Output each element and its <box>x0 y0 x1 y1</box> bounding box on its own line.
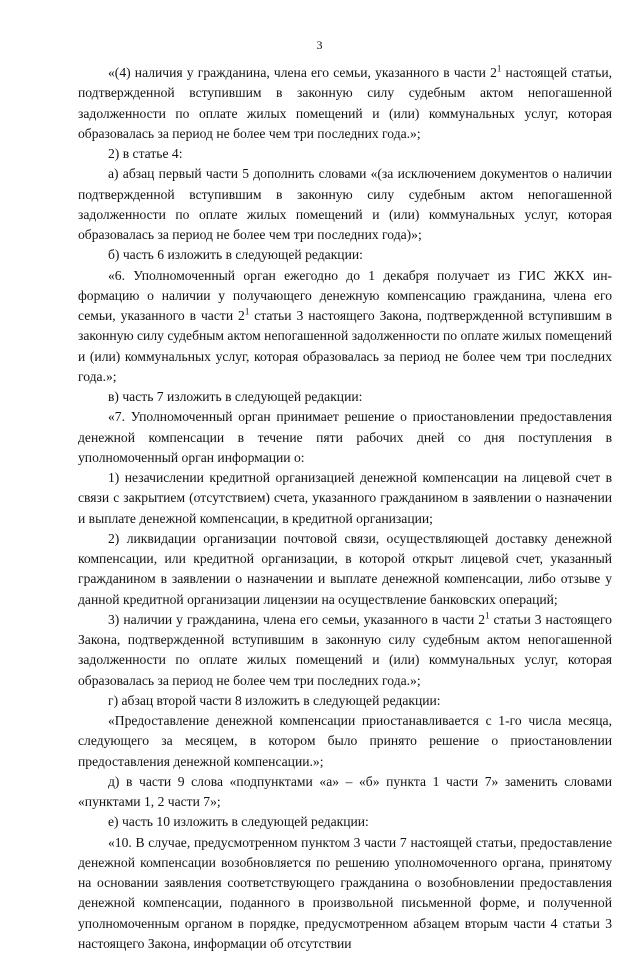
paragraph-text: д) в части 9 слова «подпунктами «а» – «б» пункта 1 части 7» заменить словами «пунктами 1, 2 части 7»; <box>78 774 612 809</box>
paragraph <box>78 812 612 832</box>
paragraph-text: в) часть 7 изложить в следующей редакции: <box>108 389 362 404</box>
paragraph <box>78 833 612 954</box>
paragraph-text: «7. Уполномоченный орган принимает решение о приостановлении предоставления денежной компенсации в течение пяти рабочих дней со дня поступления в уполномоченный орган информации о: <box>78 409 612 465</box>
paragraph <box>78 711 612 772</box>
paragraph-text: «6. Уполномоченный орган ежегодно до 1 декабря получает из ГИС ЖКХ информацию о наличии у получающего денежную компенсацию гражданина, члена его семьи, указанного в части 2 <box>78 268 612 324</box>
superscript: 1 <box>245 306 250 316</box>
paragraph-text: 2) ликвидации организации почтовой связи, осуществляющей доставку денежной компенсации, или кредитной организации, в которой открыт лицевой счет, указанный гражданином в заявлении о назначении и выплате денежной компенсации, либо отзыве у данной кредитной организации лицензии на осуществление банковских операций; <box>78 531 612 607</box>
paragraph-text: «Предоставление денежной компенсации приостанавливается с 1-го числа месяца, следующего за месяцем, в котором было принято решение о приостановлении предоставления денежной компенсации.»; <box>78 713 612 769</box>
paragraph <box>78 266 612 388</box>
paragraph <box>78 245 612 265</box>
paragraph-text-continued: статьи 3 настоящего Закона, подтвержденной вступившим в законную силу судебным актом непогашенной задолженности по оплате жилых помещений и (или) коммунальных услуг, которая образовалась за период не более чем три последних года.»; <box>78 612 612 688</box>
paragraph-text: 1) незачислении кредитной организацией денежной компенсации на лицевой счет в связи с закрытием (отсутствием) счета, указанного гражданином в заявлении о назначении и выплате денежной компенсации, в кредитной организации; <box>78 470 612 526</box>
paragraph <box>78 691 612 711</box>
paragraph-text: г) абзац второй части 8 изложить в следующей редакции: <box>108 693 441 708</box>
paragraph-text: «(4) наличия у гражданина, члена его семьи, указанного в части 2 <box>108 65 497 80</box>
paragraph <box>78 144 612 164</box>
superscript: 1 <box>485 610 490 620</box>
paragraph-text-continued: статьи 3 настоящего Закона, подтвержденной вступившим в законную силу судебным актом непогашенной задолженности по оплате жилых помещений и (или) коммунальных услуг, которая образовалась за период не более чем три последних года.»; <box>78 308 612 384</box>
paragraph-text-continued: настоящей статьи, подтвержденной вступившим в законную силу судебным актом непогашенной задолженности по оплате жилых помещений и (или) коммунальных услуг, которая образовалась за период не более чем три последних года.»; <box>78 65 612 141</box>
paragraph <box>78 529 612 610</box>
paragraph-text: б) часть 6 изложить в следующей редакции: <box>108 247 363 262</box>
paragraph <box>78 468 612 529</box>
paragraph <box>78 407 612 468</box>
paragraph <box>78 387 612 407</box>
document-body <box>78 63 612 954</box>
paragraph <box>78 63 612 144</box>
paragraph-text: 2) в статье 4: <box>108 146 183 161</box>
paragraph <box>78 772 612 813</box>
paragraph-text: а) абзац первый части 5 дополнить словами «(за исключением документов о наличии подтвержденной вступившим в законную силу судебным актом непогашенной задолженности по оплате жилых помещений и (или) коммунальных услуг, которая образовалась за период не более чем три последних года)»; <box>78 166 612 242</box>
paragraph-text: «10. В случае, предусмотренном пунктом 3 части 7 настоящей статьи, предоставление денежной компенсации возобновляется по решению уполномоченного органа, принятому на основании заявления соответствующего гражданина о возобновлении предоставления денежной компенсации, поданного в произвольной письменной форме, и полученной уполномоченным органом в порядке, предусмотренном абзацем вторым части 4 статьи 3 настоящего Закона, информации об отсутствии <box>78 835 612 951</box>
page-number: 3 <box>0 38 639 52</box>
paragraph-text: 3) наличии у гражданина, члена его семьи, указанного в части 2 <box>108 612 485 627</box>
paragraph-text: е) часть 10 изложить в следующей редакции: <box>108 814 369 829</box>
paragraph <box>78 610 612 691</box>
paragraph <box>78 164 612 245</box>
superscript: 1 <box>497 63 502 73</box>
